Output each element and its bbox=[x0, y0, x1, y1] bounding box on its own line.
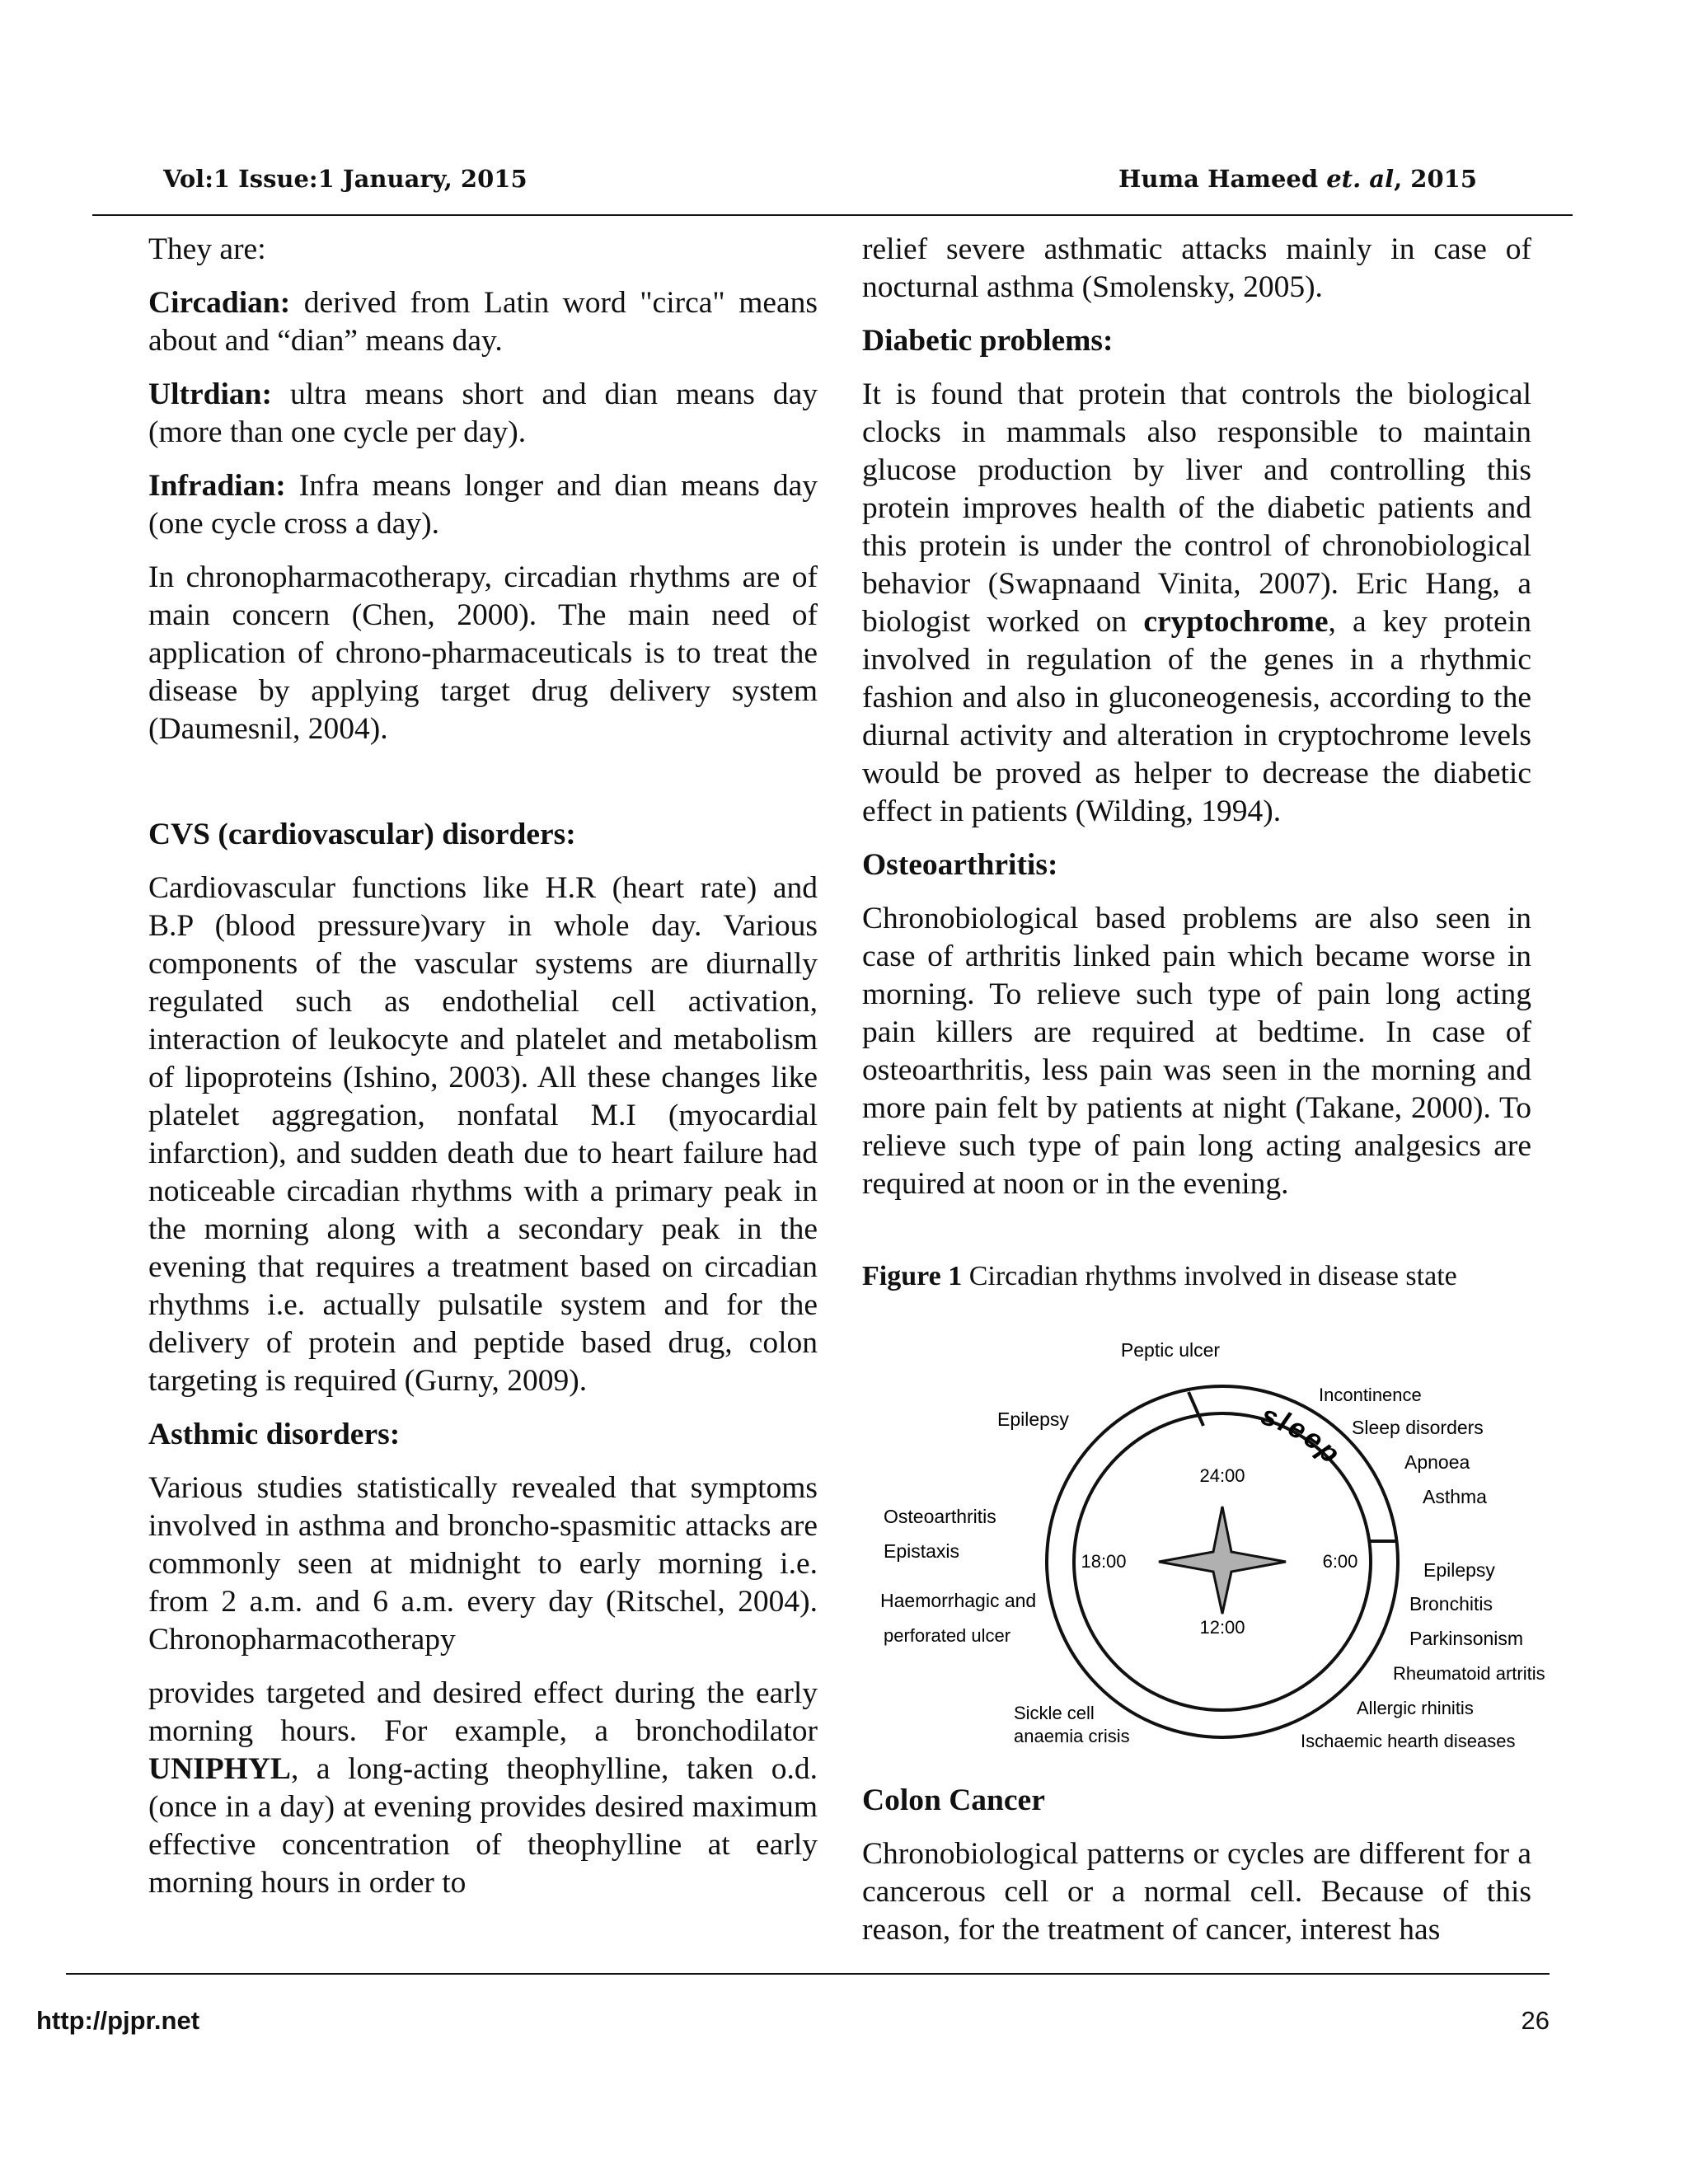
infradian-term: Infradian: bbox=[148, 469, 286, 503]
right-column-bottom bbox=[862, 1782, 1531, 1965]
figure-caption bbox=[862, 1261, 1457, 1292]
header-journal-info: Vol:1 Issue:1 January, 2015 bbox=[163, 165, 528, 193]
diabetic-paragraph bbox=[862, 376, 1531, 831]
cryptochrome-term: cryptochrome bbox=[1143, 605, 1329, 639]
label-epilepsy-right: Epilepsy bbox=[1423, 1559, 1495, 1581]
label-sickle-cell-2: anaemia crisis bbox=[1014, 1726, 1130, 1746]
infradian-definition bbox=[148, 467, 818, 543]
ultradian-term: Ultrdian: bbox=[148, 377, 272, 411]
label-parkinsonism: Parkinsonism bbox=[1409, 1628, 1524, 1649]
label-asthma: Asthma bbox=[1423, 1486, 1487, 1507]
sleep-arc-path: sleep bbox=[1257, 1399, 1348, 1471]
asthma-para2-b: , a long-acting theophylline, taken o.d. (once in a day) at evening provides desired maximum effective concentration of theophylline at early morning hours in order to bbox=[148, 1752, 818, 1900]
osteo-paragraph: Chronobiological based problems are also seen in case of arthritis linked pain which became worse in morning. To relieve such type of pain long acting pain killers are required at bedtime. In case of osteoarthritis, less pain was seen in the morning and more pain felt by patients at night (Takane, 2000). To relieve such type of pain long acting analgesics are required at noon or in the evening. bbox=[862, 902, 1531, 1201]
label-apnoea: Apnoea bbox=[1404, 1451, 1470, 1473]
colon-paragraph: Chronobiological patterns or cycles are different for a cancerous cell or a normal cell. Because of this reason, for the treatment of cancer, interest has bbox=[862, 1837, 1531, 1947]
label-perforated-ulcer: perforated ulcer bbox=[884, 1625, 1011, 1646]
asthma-heading: Asthmic disorders: bbox=[148, 1418, 401, 1451]
label-epilepsy-top: Epilepsy bbox=[997, 1408, 1069, 1430]
label-incontinence: Incontinence bbox=[1319, 1385, 1422, 1405]
header-author-info bbox=[1118, 165, 1477, 193]
right-column bbox=[862, 231, 1531, 1219]
label-allergic-rhinitis: Allergic rhinitis bbox=[1357, 1698, 1474, 1718]
uniphyl-term: UNIPHYL bbox=[148, 1752, 291, 1786]
figure-caption-text: Circadian rhythms involved in disease state bbox=[962, 1261, 1457, 1291]
ultradian-definition bbox=[148, 376, 818, 452]
diabetic-para-b: , a key protein involved in regulation of the genes in a rhythmic fashion and also in gluconeogenesis, according to the diurnal activity and alteration in cryptochrome levels would be proved as helper to decrease the diabetic effect in patients (Wilding, 1994). bbox=[862, 605, 1532, 828]
header-etal: et. al bbox=[1326, 165, 1395, 193]
circadian-clock-figure bbox=[857, 1335, 1582, 1764]
label-rheumatoid: Rheumatoid artritis bbox=[1393, 1663, 1545, 1684]
time-18: 18:00 bbox=[1081, 1551, 1127, 1572]
intro-text: They are: bbox=[148, 232, 266, 266]
circadian-definition bbox=[148, 284, 818, 360]
compass-star bbox=[1159, 1507, 1286, 1614]
chrono-paragraph: In chronopharmacotherapy, circadian rhythms are of main concern (Chen, 2000). The main need of application of chrono-pharmaceuticals is to treat the disease by applying target drug delivery system (Daumesnil, 2004). bbox=[148, 560, 818, 746]
diabetic-para-a: It is found that protein that controls the biological clocks in mammals also responsible to maintain glucose production by liver and controlling this protein improves health of the diabetic patients and this protein is under the control of chronobiological behavior (Swapnaand Vinita, 2007). Eric Hang, a biologist worked on bbox=[862, 377, 1531, 639]
time-12: 12:00 bbox=[1199, 1617, 1245, 1638]
label-bronchitis: Bronchitis bbox=[1409, 1593, 1493, 1615]
label-ischaemic: Ischaemic hearth diseases bbox=[1301, 1731, 1516, 1751]
footer-rule bbox=[66, 1973, 1550, 1975]
header-author: Huma Hameed bbox=[1118, 165, 1327, 193]
header-rule bbox=[92, 214, 1573, 216]
asthma-para2-a: provides targeted and desired effect during the early morning hours. For example, a bronchodilator bbox=[148, 1676, 818, 1748]
colon-heading: Colon Cancer bbox=[862, 1783, 1045, 1817]
time-24: 24:00 bbox=[1199, 1465, 1245, 1486]
cvs-heading: CVS (cardiovascular) disorders: bbox=[148, 818, 576, 851]
osteo-heading: Osteoarthritis: bbox=[862, 848, 1058, 882]
circadian-def: derived from Latin word "circa" means about and “dian” means day. bbox=[148, 286, 818, 358]
footer-url: http://pjpr.net bbox=[36, 2006, 200, 2035]
asthma-paragraph-2 bbox=[148, 1675, 818, 1902]
time-6: 6:00 bbox=[1322, 1551, 1358, 1572]
label-sickle-cell-1: Sickle cell bbox=[1014, 1703, 1095, 1723]
label-osteoarthritis: Osteoarthritis bbox=[884, 1506, 996, 1527]
footer-page-number: 26 bbox=[1521, 2006, 1550, 2035]
cvs-paragraph: Cardiovascular functions like H.R (heart rate) and B.P (blood pressure)vary in whole day. Various components of the vascular systems are diurnally regulated such as endothelial cell activation, interaction of leukocyte and platelet and metabolism of lipoproteins (Ishino, 2003). All these changes like platelet aggregation, nonfatal M.I (myocardial infarction), and sudden death due to heart failure had noticeable circadian rhythms with a primary peak in the morning along with a secondary peak in the evening that requires a treatment based on circadian rhythms i.e. actually pulsatile system and for the delivery of protein and peptide based drug, colon targeting is required (Gurny, 2009). bbox=[148, 871, 818, 1398]
label-peptic-ulcer: Peptic ulcer bbox=[1120, 1339, 1221, 1361]
asthma-paragraph-1: Various studies statistically revealed that symptoms involved in asthma and broncho-spasmitic attacks are commonly seen at midnight to early morning i.e. from 2 a.m. and 6 a.m. every day (Ritschel, 2004). Chronopharmacotherapy bbox=[148, 1471, 818, 1657]
circadian-term: Circadian: bbox=[148, 286, 291, 320]
ultradian-def: ultra means short and dian means day (more than one cycle per day). bbox=[148, 377, 818, 449]
sleep-arc-label bbox=[1258, 1399, 1348, 1471]
label-haemorrhagic: Haemorrhagic and bbox=[880, 1590, 1037, 1611]
figure-label: Figure 1 bbox=[862, 1261, 963, 1291]
left-column bbox=[148, 231, 818, 1918]
label-epistaxis: Epistaxis bbox=[884, 1540, 960, 1562]
label-sleep-disorders: Sleep disorders bbox=[1352, 1417, 1484, 1438]
infradian-def: Infra means longer and dian means day (one cycle cross a day). bbox=[148, 469, 818, 541]
header-year: , 2015 bbox=[1394, 165, 1477, 193]
diabetic-heading: Diabetic problems: bbox=[862, 324, 1114, 358]
asthma-continued: relief severe asthmatic attacks mainly in case of nocturnal asthma (Smolensky, 2005). bbox=[862, 232, 1531, 304]
peptic-ulcer-divider bbox=[1189, 1392, 1203, 1426]
